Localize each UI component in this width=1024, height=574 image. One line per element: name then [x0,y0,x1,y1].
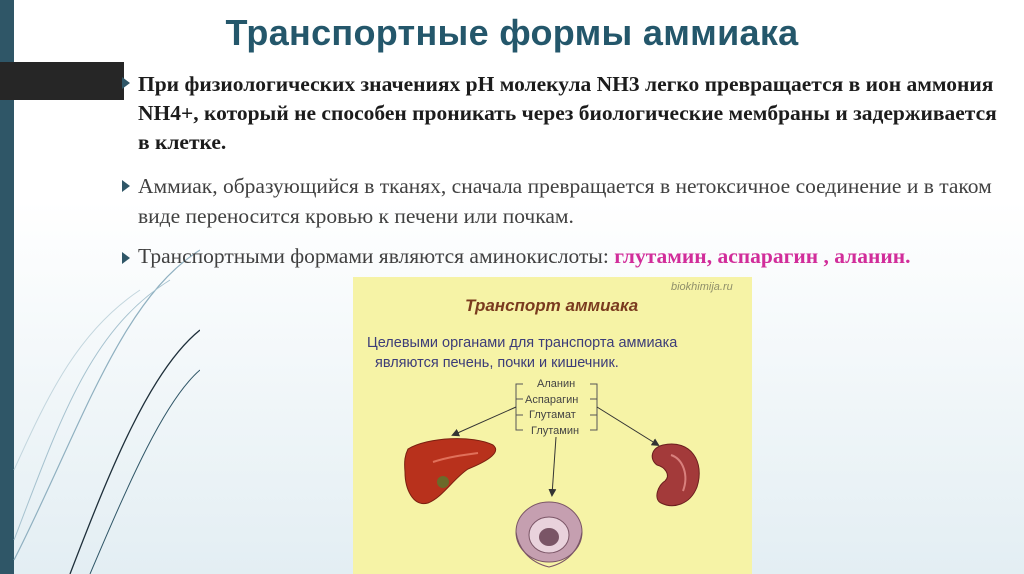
figure-list-item: Аланин [537,378,576,390]
liver-icon [405,439,496,504]
figure-list-item: Аспарагин [525,394,579,406]
paragraph-1: При физиологических значениях рН молекула NH3 легко превращается в ион аммония NH4+, который не способен проникать через биологические мембраны и задерживается в клетке. [138,72,997,154]
figure-list-item: Глутамат [529,409,576,421]
title-tab [0,62,124,100]
figure-text-line-2: являются печень, почки и кишечник. [375,355,619,371]
figure-list-bracket [516,384,597,430]
paragraph-3-prefix: Транспортными формами являются аминокислоты: [138,244,615,268]
bullet-arrow-icon [122,252,130,264]
slide-title: Транспортные формы аммиака [225,12,799,53]
figure-list-item: Глутамин [531,425,580,437]
kidney-icon [652,444,699,506]
figure-watermark: biokhimija.ru [671,281,733,293]
bullet-arrow-icon [122,180,130,192]
figure-text-line-1: Целевыми органами для транспорта аммиака [367,335,678,351]
bullet-arrow-icon [122,77,130,89]
amino-acids-highlight: глутамин, аспарагин , аланин. [614,244,911,268]
paragraph-3 [138,240,1008,273]
figure-title: Транспорт аммиака [465,296,639,315]
paragraph-2: Аммиак, образующийся в тканях, сначала превращается в нетоксичное соединение и в таком виде переносится кровью к печени или почкам. [138,174,992,228]
intestine-icon [516,502,582,567]
transport-figure [353,277,752,574]
